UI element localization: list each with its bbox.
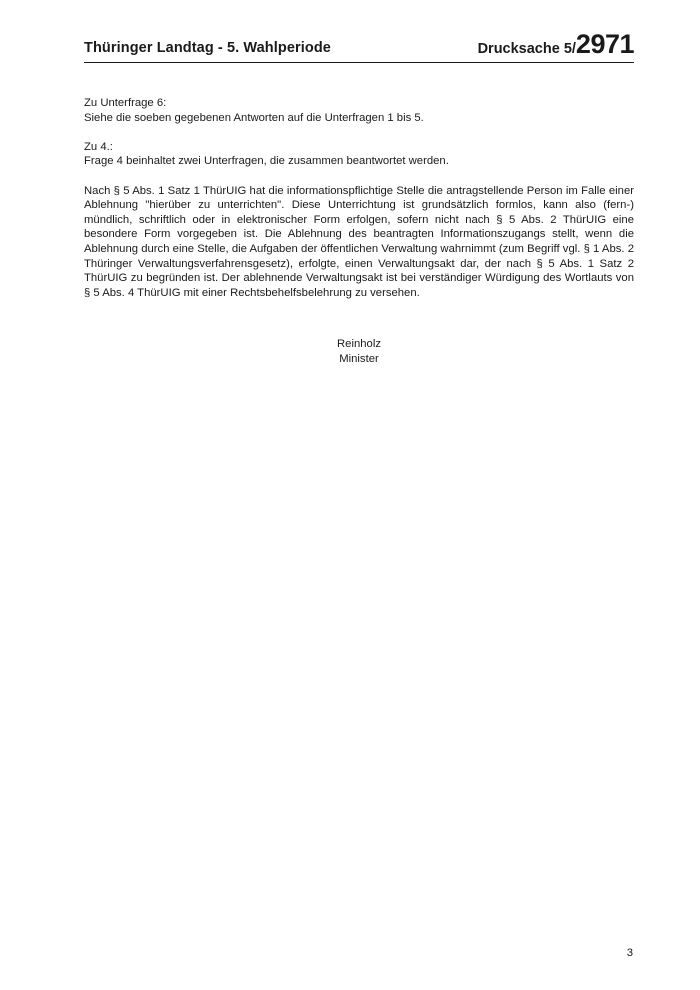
block-heading: Zu Unterfrage 6: (84, 97, 167, 109)
answer-block-sub6 (84, 96, 634, 125)
answer-block-q4 (84, 140, 634, 169)
signatory-role: Minister (339, 352, 379, 365)
document-reference (478, 31, 634, 58)
block-text: Frage 4 beinhaltet zwei Unterfragen, die zusammen beantwortet werden. (84, 155, 449, 168)
page-number: 3 (626, 947, 633, 959)
signatory-name: Reinholz (337, 338, 381, 350)
block-text: Siehe die soeben gegebenen Antworten auf die Unterfragen 1 bis 5. (84, 111, 424, 124)
header-title: Thüringer Landtag - 5. Wahlperiode (84, 40, 331, 56)
page-header (84, 30, 634, 63)
document-body (84, 96, 634, 315)
signature-block (84, 337, 634, 366)
block-heading: Zu 4.: (84, 140, 113, 153)
legal-paragraph: Nach § 5 Abs. 1 Satz 1 ThürUIG hat die informationspflichtige Stelle die antragstellende Person im Falle einer Ablehnung "hierüber zu unterrichten". Diese Unterrichtung ist grundsätzlich formlos, kann also (fern-) mündlich, schriftlich oder in elektronischer Form erfolgen, sofern nicht nach § 5 Abs. 2 ThürUIG eine besondere Form vorgegeben ist. Die Ablehnung des beantragten Informationszugangs stellt, wenn die Ablehnung durch eine Stelle, die Aufgaben der öffentlichen Verwaltung wahrnimmt (zum Begriff vgl. § 1 Abs. 2 Thüringer Verwaltungsverfahrensgesetz), erfolgte, einen Verwaltungsakt dar, der nach § 5 Abs. 1 Satz 2 ThürUIG zu begründen ist. Der ablehnende Verwaltungsakt ist bei verständiger Würdigung des Wortlauts von § 5 Abs. 4 ThürUIG mit einer Rechtsbehelfsbelehrung zu versehen. (84, 184, 634, 299)
document-label: Drucksache 5/ (477, 41, 576, 57)
document-number: 2971 (575, 29, 634, 59)
